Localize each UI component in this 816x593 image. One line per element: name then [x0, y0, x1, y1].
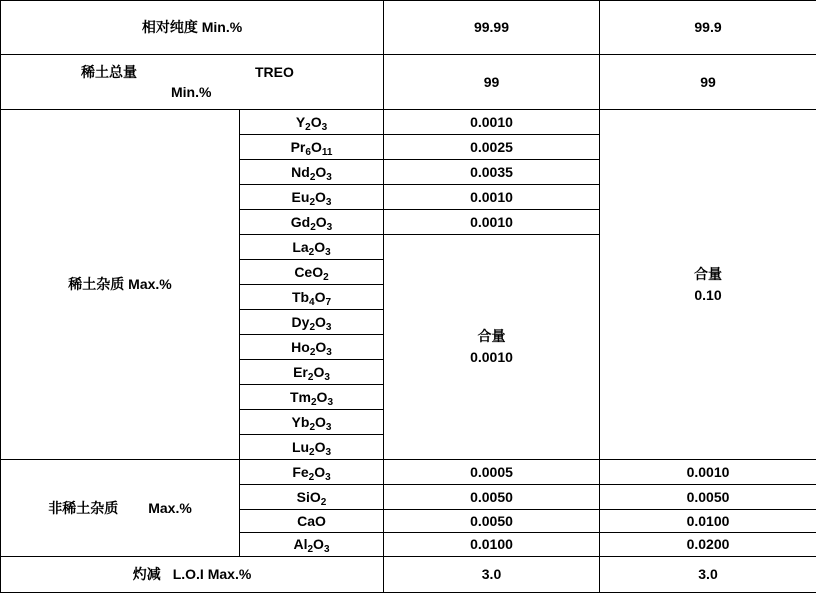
value-y2o3: 0.0010	[384, 110, 600, 135]
formula-y2o3: $Y_2O_3$	[240, 110, 384, 135]
value-sio2-a: 0.0050	[384, 485, 600, 510]
value-pr6o11: 0.0025	[384, 135, 600, 160]
non-re-label-unit: Max.%	[148, 500, 192, 516]
value-al2o3-b: 0.0200	[600, 533, 816, 557]
re-total-label-b: 合量	[600, 266, 816, 283]
value-fe2o3-a: 0.0005	[384, 460, 600, 485]
treo-label-unit: Min.%	[1, 84, 383, 101]
loi-row	[1, 557, 816, 593]
re-row	[1, 110, 816, 135]
formula-al2o3: $Al_2O_3$	[240, 533, 384, 557]
re-combined-value-a: 0.0010	[384, 349, 599, 366]
treo-label-en: TREO	[255, 64, 294, 81]
formula-pr6o11: $Pr_6O_{11}$	[240, 135, 384, 160]
purity-grade-b: 99.9	[600, 1, 816, 55]
loi-label-en: L.O.I Max.%	[173, 566, 252, 582]
value-sio2-b: 0.0050	[600, 485, 816, 510]
loi-grade-b: 3.0	[600, 557, 816, 593]
formula-dy2o3: $Dy_2O_3$	[240, 310, 384, 335]
formula-sio2: SiO$_2$	[240, 485, 384, 510]
re-impurities-label: 稀土杂质 Max.%	[1, 110, 240, 460]
nonre-row	[1, 460, 816, 485]
formula-eu2o3: $Eu_2O_3$	[240, 185, 384, 210]
formula-tb4o7: $Tb_4O_7$	[240, 285, 384, 310]
non-re-label	[1, 460, 240, 557]
value-al2o3-a: 0.0100	[384, 533, 600, 557]
value-fe2o3-b: 0.0010	[600, 460, 816, 485]
value-cao-a: 0.0050	[384, 510, 600, 533]
formula-fe2o3: $Fe_2O_3$	[240, 460, 384, 485]
re-total-value-b: 0.10	[600, 287, 816, 304]
treo-grade-b: 99	[600, 55, 816, 110]
treo-label	[1, 55, 384, 110]
formula-cao: CaO	[240, 510, 384, 533]
formula-ceo2: CeO$_2$	[240, 260, 384, 285]
formula-er2o3: $Er_2O_3$	[240, 360, 384, 385]
formula-tm2o3: $Tm_2O_3$	[240, 385, 384, 410]
formula-yb2o3: $Yb_2O_3$	[240, 410, 384, 435]
formula-ho2o3: $Ho_2O_3$	[240, 335, 384, 360]
value-nd2o3: 0.0035	[384, 160, 600, 185]
loi-label-cn: 灼减	[133, 566, 161, 582]
non-re-label-cn: 非稀土杂质	[48, 500, 118, 516]
loi-label	[1, 557, 384, 593]
purity-row	[1, 1, 816, 55]
value-cao-b: 0.0100	[600, 510, 816, 533]
treo-label-cn: 稀土总量	[81, 64, 137, 80]
treo-row	[1, 55, 816, 110]
purity-label: 相对纯度 Min.%	[1, 1, 384, 55]
re-combined-label-a: 合量	[384, 328, 599, 345]
treo-grade-a: 99	[384, 55, 600, 110]
value-eu2o3: 0.0010	[384, 185, 600, 210]
re-combined-cell-a	[384, 235, 600, 460]
formula-gd2o3: $Gd_2O_3$	[240, 210, 384, 235]
formula-nd2o3: $Nd_2O_3$	[240, 160, 384, 185]
purity-grade-a: 99.99	[384, 1, 600, 55]
re-total-cell-b	[600, 110, 816, 460]
value-gd2o3: 0.0010	[384, 210, 600, 235]
loi-grade-a: 3.0	[384, 557, 600, 593]
formula-lu2o3: $Lu_2O_3$	[240, 435, 384, 460]
formula-la2o3: $La_2O_3$	[240, 235, 384, 260]
